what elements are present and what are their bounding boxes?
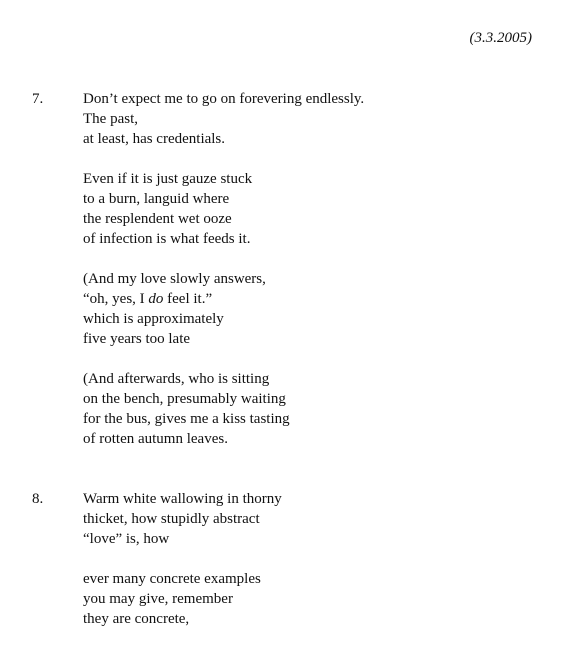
poem-line: Don’t expect me to go on forevering endlessly. xyxy=(83,91,365,107)
poem-line: (And my love slowly answers, xyxy=(83,271,266,287)
poem-line: ever many concrete examples xyxy=(83,571,261,587)
poem-line: five years too late xyxy=(83,331,191,347)
poem-line: of infection is what feeds it. xyxy=(83,231,251,247)
poem-line: to a burn, languid where xyxy=(83,191,230,207)
stanza xyxy=(83,269,523,349)
poem-line: of rotten autumn leaves. xyxy=(83,431,228,447)
section-body xyxy=(83,489,523,649)
poem-line: (And afterwards, who is sitting xyxy=(83,371,270,387)
poem-line xyxy=(83,289,523,309)
poem-line: which is approximately xyxy=(83,311,224,327)
poem-line: Warm white wallowing in thorny xyxy=(83,491,282,507)
poem-date: (3.3.2005) xyxy=(469,30,532,46)
poem-line: Even if it is just gauze stuck xyxy=(83,171,253,187)
poem-line: The past, xyxy=(83,111,138,127)
stanza xyxy=(83,569,523,629)
poem-line: you may give, remember xyxy=(83,591,233,607)
line-text: “oh, yes, I xyxy=(83,291,149,307)
poem-line: “love” is, how xyxy=(83,531,170,547)
poem-line: the resplendent wet ooze xyxy=(83,211,232,227)
poem-line: for the bus, gives me a kiss tasting xyxy=(83,411,290,427)
stanza xyxy=(83,89,523,149)
emphasized-word: do xyxy=(148,291,164,307)
poem-line: they are concrete, xyxy=(83,611,190,627)
stanza xyxy=(83,369,523,449)
stanza xyxy=(83,489,523,549)
poem-line: on the bench, presumably waiting xyxy=(83,391,286,407)
poem-line: thicket, how stupidly abstract xyxy=(83,511,260,527)
poem-line: at least, has credentials. xyxy=(83,131,226,147)
line-text: feel it.” xyxy=(163,291,213,307)
section-number: 8. xyxy=(32,491,44,507)
section-number: 7. xyxy=(32,91,44,107)
section-body xyxy=(83,89,523,469)
stanza xyxy=(83,169,523,249)
